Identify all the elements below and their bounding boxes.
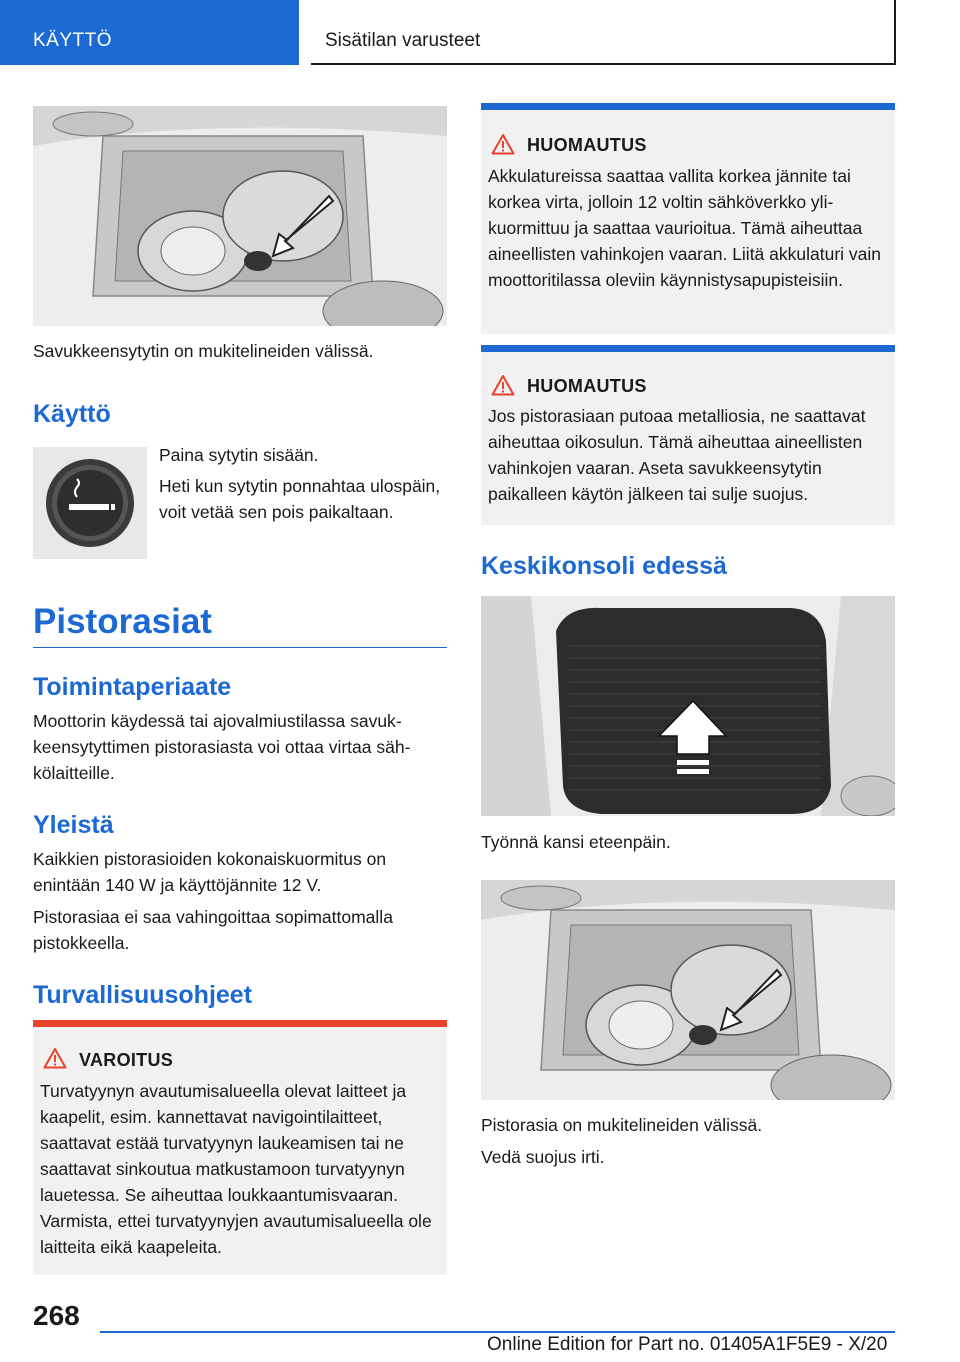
lighter-button-photo — [33, 447, 147, 559]
huomautus-bar-2 — [481, 345, 895, 352]
huomautus-title-1: HUOMAUTUS — [527, 135, 647, 155]
pistorasiat-rule — [33, 647, 447, 648]
varoitus-text: Turvatyynyn avautumisalueella olevat laitteet ja kaapelit, esim. kannettavat navigointilaitteet, saattavat estää turvatyynyn laukeamisen tai ne saattavat sinkoutua matkustamoon turvatyynyn lauetessa. Se aiheuttaa loukkaantumisvaaran. Varmista, ettei turvatyynyjen avautumisalueella ole laitteita eikä kaapeleita. — [40, 1081, 432, 1257]
kaytto-step2: Heti kun sytytin ponnahtaa ulospäin, voit vetää sen pois paikaltaan. — [159, 476, 441, 522]
header-chapter-box — [311, 0, 896, 65]
warning-triangle-icon — [491, 374, 515, 396]
yleista-text-1: Kaikkien pistorasioiden kokonaiskuormitus on enintään 140 W ja käyttöjännite 12 V. — [33, 849, 387, 895]
huomautus-notice-1 — [481, 103, 895, 334]
toimintaperiaate-heading: Toimintaperiaate — [33, 673, 232, 701]
turvallisuus-heading: Turvallisuusohjeet — [33, 981, 253, 1009]
warning-triangle-icon — [43, 1047, 67, 1069]
keskikonsoli-heading: Keskikonsoli edessä — [481, 552, 727, 580]
header-section-tab — [0, 0, 299, 65]
page-number: 268 — [33, 1300, 80, 1331]
cupholder-lighter-photo — [33, 106, 447, 326]
cupholder-socket-photo — [481, 880, 895, 1100]
yleista-text-2: Pistorasiaa ei saa vahingoittaa sopimattomalla pistokkeella. — [33, 907, 393, 953]
yleista-heading: Yleistä — [33, 811, 114, 839]
warning-triangle-icon — [491, 133, 515, 155]
photo3-caption-1: Pistorasia on mukitelineiden välissä. — [481, 1115, 763, 1135]
footer-edition: Online Edition for Part no. 01405A1F5E9 - X/20 — [487, 1334, 888, 1355]
header-chapter-label: Sisätilan varusteet — [325, 30, 481, 51]
varoitus-title: VAROITUS — [79, 1050, 174, 1070]
footer-rule — [100, 1331, 895, 1333]
console-cover-photo — [481, 596, 895, 816]
huomautus-text-2: Jos pistorasiaan putoaa metalliosia, ne saattavat aiheuttaa oikosulun. Tämä aiheuttaa aineellisten vahinkojen vaaran. Aseta savukkeensytytin paikalleen käytön jälkeen tai sulje suojus. — [488, 406, 866, 504]
kaytto-heading: Käyttö — [33, 400, 111, 428]
photo2-caption: Työnnä kansi eteenpäin. — [481, 832, 671, 852]
varoitus-bar — [33, 1020, 447, 1027]
huomautus-notice-2 — [481, 345, 895, 525]
photo3-caption-2: Vedä suojus irti. — [481, 1147, 605, 1167]
kaytto-step1: Paina sytytin sisään. — [159, 445, 319, 465]
huomautus-title-2: HUOMAUTUS — [527, 376, 647, 396]
varoitus-notice — [33, 1020, 447, 1275]
huomautus-bar-1 — [481, 103, 895, 110]
huomautus-text-1: Akkulatureissa saattaa vallita korkea jännite tai korkea virta, jolloin 12 voltin sähköverkko ylikuormittuu ja saattaa vaurioitua. Tämä aiheuttaa aineellisten vahinkojen vaaran. Liitä akkulaturi vain moottoritilassa oleviin käynnistysapupisteisiin. — [488, 166, 882, 290]
photo1-caption: Savukkeensytytin on mukitelineiden välissä. — [33, 341, 374, 361]
pistorasiat-heading: Pistorasiat — [33, 602, 212, 641]
toimintaperiaate-text: Moottorin käydessä tai ajovalmiustilassa savukkeensytyttimen pistorasiasta voi ottaa virtaa sähkölaitteille. — [33, 711, 411, 783]
header-section-label: KÄYTTÖ — [33, 30, 113, 51]
